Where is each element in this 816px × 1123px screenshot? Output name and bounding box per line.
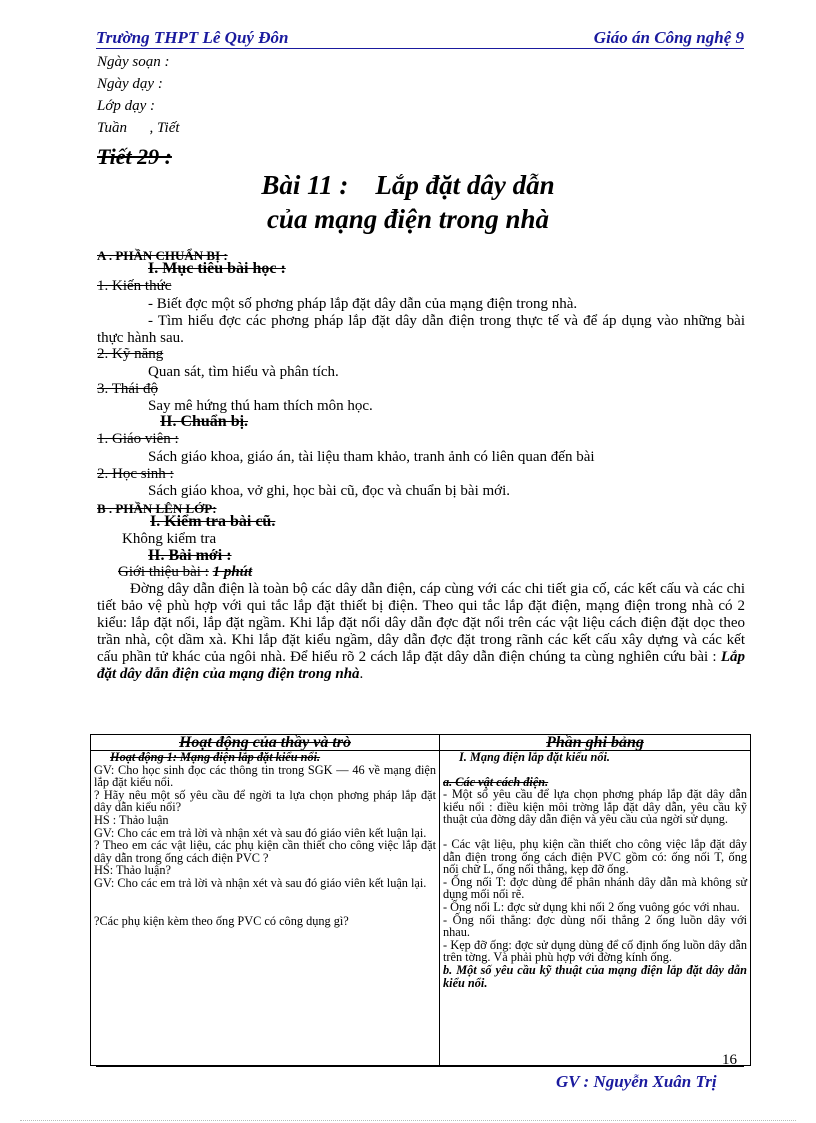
activity-line: HS : Thảo luận	[94, 812, 169, 827]
kien-thuc-label: 1. Kiến thức	[97, 278, 172, 294]
table-row	[91, 751, 751, 1066]
lesson-title-text1: Lắp đặt dây dẫn	[375, 170, 555, 200]
activity-line: HS: Thảo luận?	[94, 863, 171, 878]
col-header-activity: Hoạt động của thầy và trò	[91, 735, 440, 751]
notes-line: - Một số yêu cầu để lựa chọn phơng pháp lắp đặt dây dẫn kiểu nổi : điều kiện môi trờng lắp đặt dây dẫn, yêu cầu kỹ thuật của đờng dây dẫn điện và yêu cầu của ngời sử dụng.	[443, 787, 747, 827]
activity-heading: Hoạt động 1: Mạng điện lắp đặt kiểu nổi.	[110, 750, 321, 764]
part-a-section2: II. Chuẩn bị.	[160, 413, 249, 430]
notes-line: - Ống nối L: đợc sử dụng khi nối 2 ống vuông góc với nhau.	[443, 899, 740, 914]
col-header-notes: Phần ghi bảng	[440, 735, 751, 751]
activity-line: GV: Cho học sinh đọc các thông tin trong SGK — 46 về mạng điện lắp đặt kiểu nổi.	[94, 762, 436, 790]
intro-paragraph	[97, 581, 745, 683]
intro-text: Đờng dây dẫn điện là toàn bộ các dây dẫn điện, cáp cùng với các chi tiết gia cố, các kết cấu và các chi tiết bảo vệ phù hợp với qui tắc lắp đặt thiết bị điện. Theo qui tắc lắp đặt điện, mạng điện trong nhà có 2 kiểu: lắp đặt nổi, lắp đặt ngầm. Khi lắp đặt nổi dây dẫn đợc đặt nổi trên các vật liệu cách điện đặt dọc theo trần nhà, cột dầm xà. Khi lắp đặt kiểu ngầm, dây dẫn đợc đặt trong rãnh các kết cấu xây dựng và các kết cấu phần tử khác của ngôi nhà. Để hiểu rõ 2 cách lắp đặt dây dẫn điện chúng ta cùng nghiên cứu bài :	[97, 581, 745, 665]
giao-vien-label: 1. Giáo viên :	[97, 431, 179, 447]
part-b-section1: I. Kiểm tra bài cũ.	[150, 513, 276, 530]
gioi-thieu-label: Giới thiệu bài :	[118, 564, 209, 580]
thai-do-label: 3. Thái độ	[97, 381, 158, 397]
lop-day-label: Lớp dạy :	[97, 98, 156, 114]
activity-line: ?Các phụ kiện kèm theo ống PVC có công dụng gì?	[94, 913, 349, 928]
thai-do-text: Say mê hứng thú ham thích môn học.	[148, 398, 373, 414]
intro-lesson-title: Lắp đặt dây dẫn điện của mạng điện trong nhà	[97, 649, 745, 682]
notes-subheading-b: b. Một số yêu cầu kỹ thuật của mạng điện lắp đặt dây dẫn kiểu nổi.	[443, 962, 747, 990]
tuan-tiet-label: Tuần , Tiết	[97, 120, 180, 136]
part-b-heading: B . PHẦN LÊN LỚP:	[97, 501, 217, 516]
teacher-name: GV : Nguyễn Xuân Trị	[556, 1072, 717, 1091]
lesson-title-line1	[0, 170, 816, 201]
ky-nang-text: Quan sát, tìm hiểu và phân tích.	[148, 364, 339, 380]
ngay-soan-label: Ngày soạn :	[97, 54, 170, 70]
school-name: Trường THPT Lê Quý Đôn	[96, 28, 289, 47]
part-a-section1: I. Mục tiêu bài học :	[148, 260, 286, 277]
subject-name: Giáo án Công nghệ 9	[593, 28, 744, 47]
part-a-heading: A . PHẦN CHUẨN BỊ :	[97, 248, 228, 263]
activity-cell	[91, 751, 440, 1066]
kiem-tra-text: Không kiểm tra	[122, 531, 217, 547]
page-number: 16	[722, 1052, 737, 1068]
notes-cell	[440, 751, 751, 1066]
gioi-thieu-time: 1 phút	[212, 564, 253, 580]
gioi-thieu-line	[118, 564, 252, 581]
kien-thuc-2: - Tìm hiểu đợc các phơng pháp lắp đặt dây dẫn điện trong thực tế và để áp dụng vào những bài thực hành sau.	[97, 313, 745, 346]
hoc-sinh-label: 2. Học sinh :	[97, 466, 174, 482]
intro-end: .	[359, 666, 364, 682]
notes-subheading-a: a. Các vật cách điện.	[443, 774, 549, 789]
notes-line: - Ống nối T: đợc dùng để phân nhánh dây dẫn mà không sử dụng mối nối rẽ.	[443, 874, 747, 902]
giao-vien-text: Sách giáo khoa, giáo án, tài liệu tham khảo, tranh ảnh có liên quan đến bài	[148, 449, 595, 465]
activity-line: GV: Cho các em trả lời và nhận xét và sau đó giáo viên kết luận lại.	[94, 875, 427, 890]
ngay-day-label: Ngày dạy :	[97, 76, 163, 92]
header-divider	[96, 48, 744, 49]
activity-line: ? Hãy nêu một số yêu cầu để ngời ta lựa chọn phơng pháp lắp đặt dây dẫn kiểu nổi?	[94, 787, 436, 815]
activity-line: GV: Cho các em trả lời và nhận xét và sau đó giáo viên kết luận lại.	[94, 825, 427, 840]
activity-line: ? Theo em các vật liệu, các phụ kiện cần thiết cho công việc lắp đặt dây dẫn trong ống cách điện PVC ?	[94, 838, 436, 865]
tiet-number: Tiết 29 :	[97, 144, 172, 169]
notes-line: - Các vật liệu, phụ kiện cần thiết cho công việc lắp đặt dây dẫn điện trong ống cách điện PVC gồm có: ống nối T, ống nối chữ L, ống nối thẳng, kẹp đỡ ống.	[443, 836, 747, 877]
activity-table	[90, 734, 751, 1066]
footer-divider	[96, 1066, 744, 1067]
table-header-row	[91, 735, 751, 751]
part-b-section2: II. Bài mới :	[148, 547, 232, 564]
lesson-title-line2: của mạng điện trong nhà	[266, 204, 550, 234]
hoc-sinh-text: Sách giáo khoa, vở ghi, học bài cũ, đọc và chuẩn bị bài mới.	[148, 483, 511, 499]
notes-heading: I. Mạng điện lắp đặt kiểu nổi.	[459, 750, 611, 764]
lesson-number: Bài 11 :	[261, 170, 349, 200]
page-bottom-border	[20, 1120, 796, 1121]
notes-line: - Kẹp đỡ ống: đợc sử dụng dùng để cố định ống luồn dây dẫn trên tờng. Và phải phù hợp với đờng kính ống.	[443, 937, 747, 965]
ky-nang-label: 2. Kỹ năng	[97, 346, 164, 362]
notes-line: - Ống nối thẳng: đợc dùng nối thẳng 2 ống luồn dây với nhau.	[443, 912, 747, 940]
kien-thuc-1: - Biết đợc một số phơng pháp lắp đặt dây dẫn của mạng điện trong nhà.	[148, 296, 578, 312]
